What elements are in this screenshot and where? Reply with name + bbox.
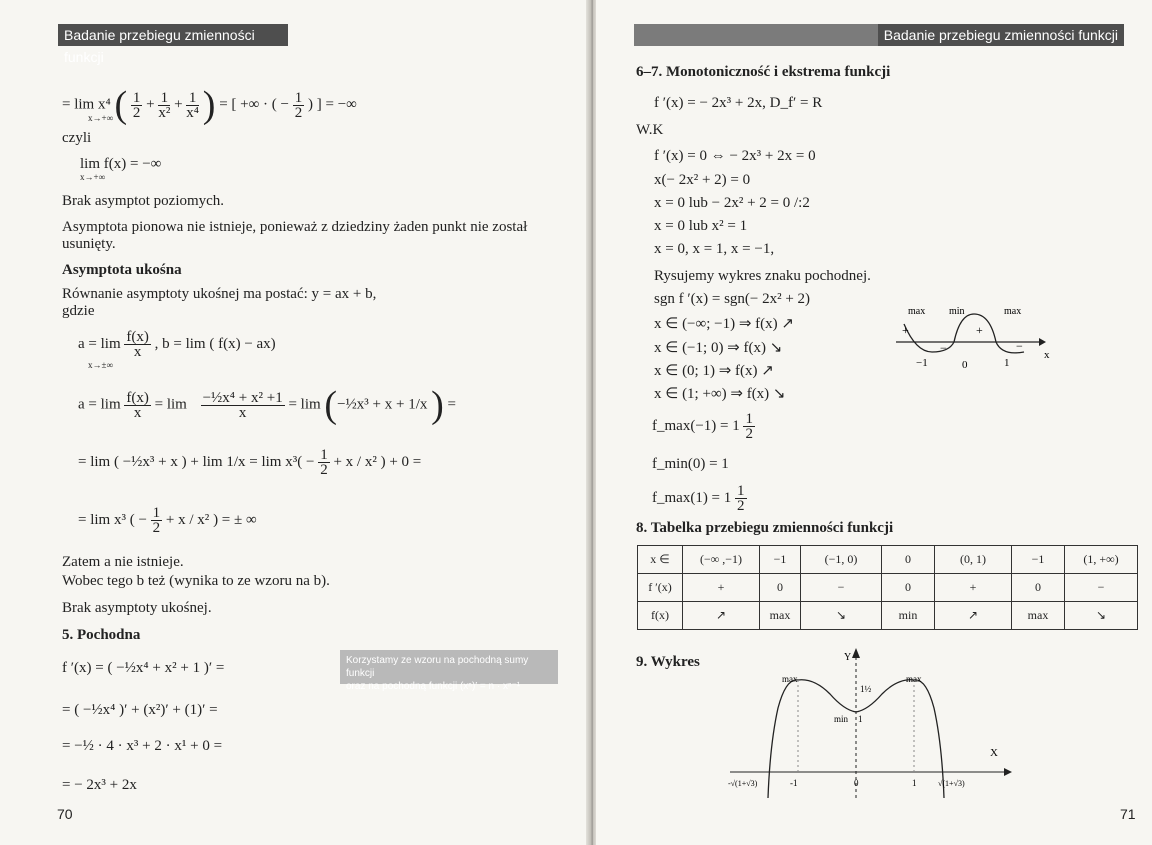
a2-den: x bbox=[133, 404, 142, 421]
cell: + bbox=[683, 574, 760, 602]
g-max2: max bbox=[906, 674, 922, 684]
l4-xx2: x / x² bbox=[178, 511, 210, 528]
line3d: + bbox=[333, 453, 342, 470]
limf: lim f(x) = −∞ bbox=[80, 156, 162, 172]
fmax2-n: 1 bbox=[737, 483, 745, 499]
czyli: czyli bbox=[62, 130, 92, 146]
right-page-number: 71 bbox=[1120, 806, 1136, 822]
sd-plus1: + bbox=[902, 323, 909, 337]
g-x1: 1 bbox=[912, 778, 917, 788]
fmax1-text: f_max(−1) = 1 bbox=[652, 417, 740, 434]
left-header-title: Badanie przebiegu zmienności funkcji bbox=[58, 24, 288, 46]
ukosna-heading: Asymptota ukośna bbox=[62, 262, 182, 278]
cell: 0 bbox=[1012, 574, 1065, 602]
variation-table bbox=[637, 545, 1138, 630]
sd-minus2: − bbox=[1016, 339, 1023, 353]
interval-2: x ∈ (−1; 0) ⇒ f(x) ↘ bbox=[654, 340, 783, 356]
sd-minus1: − bbox=[940, 341, 947, 355]
pionowa-1: Asymptota pionowa nie istnieje, ponieważ z dziedziny żaden punkt nie został bbox=[62, 219, 528, 235]
limit-expr: = lim x⁴ bbox=[62, 96, 111, 113]
l3-xx2: x / x² bbox=[345, 453, 377, 470]
a-num: f(x) bbox=[126, 329, 149, 345]
sd-plus2: + bbox=[976, 323, 983, 337]
cell: max bbox=[760, 602, 801, 630]
g-xl: -√(1+√3) bbox=[728, 779, 758, 788]
brak-ukosnej: Brak asymptoty ukośnej. bbox=[62, 600, 212, 616]
cell: ↘ bbox=[1065, 602, 1138, 630]
fmax1-n: 1 bbox=[745, 411, 753, 427]
sign-diagram bbox=[894, 304, 1054, 374]
table-row bbox=[638, 546, 1138, 574]
mono-heading: 6–7. Monotoniczność i ekstrema funkcji bbox=[636, 64, 891, 80]
rysujemy: Rysujemy wykres znaku pochodnej. bbox=[654, 268, 871, 284]
rownanie: Równanie asymptoty ukośnej ma postać: y = ax + b, bbox=[62, 286, 377, 302]
interval-3: x ∈ (0; 1) ⇒ f(x) ↗ bbox=[654, 363, 774, 379]
b-def: , b = lim ( f(x) − ax) bbox=[154, 335, 276, 352]
sd-max2: max bbox=[1004, 306, 1022, 317]
bracket-in: −½x³ + x + bbox=[337, 396, 405, 413]
sd-one: 1 bbox=[1004, 357, 1010, 369]
sgn-line: sgn f ′(x) = sgn(− 2x² + 2) bbox=[654, 291, 811, 307]
a-line2-lbl: a = lim bbox=[78, 396, 121, 413]
g-mid: 1½ bbox=[860, 684, 872, 694]
fp-def: f ′(x) = − 2x³ + 2x, D_f′ = R bbox=[654, 95, 823, 111]
fprime-4: = − 2x³ + 2x bbox=[62, 777, 137, 793]
wk-5: x = 0, x = 1, x = −1, bbox=[654, 241, 775, 257]
cell: 0 bbox=[882, 574, 935, 602]
l4-half-d: 2 bbox=[152, 520, 161, 536]
sd-max1: max bbox=[908, 306, 926, 317]
line3a: = lim ( −½x³ + x ) + lim bbox=[78, 453, 223, 470]
wk-label: W.K bbox=[636, 122, 664, 138]
g-xm1: -1 bbox=[790, 778, 798, 788]
table-row bbox=[638, 602, 1138, 630]
line3c: = lim x³( − bbox=[249, 453, 315, 470]
fmax1-d: 2 bbox=[745, 426, 753, 442]
a-def: a = lim bbox=[78, 335, 121, 352]
limit-line-1: = lim x⁴ ( $\frac{1}{2}$ + $\frac{1}{\text{x²}}$ + $\frac{1}{\text{x⁴}}$ ) = [ +∞ · ( − $\frac{1}{2}$ ) ] = −∞ bbox=[62, 84, 357, 126]
cell: + bbox=[935, 574, 1012, 602]
cell: −1 bbox=[1012, 546, 1065, 574]
gdzie: gdzie bbox=[62, 303, 95, 319]
g-one: 1 bbox=[858, 714, 863, 724]
cell: − bbox=[1065, 574, 1138, 602]
g-xr: √(1+√3) bbox=[938, 779, 965, 788]
cell: − bbox=[801, 574, 882, 602]
poly-num: −½x⁴ + x² +1 bbox=[202, 389, 283, 406]
fprime-2: = ( −½x⁴ )′ + (x²)′ + (1)′ = bbox=[62, 702, 218, 718]
l3-half-d: 2 bbox=[320, 462, 328, 478]
pionowa-2: usunięty. bbox=[62, 236, 116, 252]
limf-sub: x→+∞ bbox=[80, 172, 105, 182]
interval-1: x ∈ (−∞; −1) ⇒ f(x) ↗ bbox=[654, 316, 794, 332]
fmax-2 bbox=[652, 484, 747, 513]
zatem: Zatem a nie istnieje. bbox=[62, 554, 184, 570]
l3-half-n: 1 bbox=[320, 447, 328, 463]
line3b: 1/x bbox=[226, 453, 246, 470]
wk-1: f ′(x) = 0 ⇔ − 2x³ + 2x = 0 bbox=[654, 148, 816, 164]
fmax2-d: 2 bbox=[737, 498, 745, 514]
fprime-3: = −½ · 4 · x³ + 2 · x¹ + 0 = bbox=[62, 738, 223, 754]
g-x0: 0 bbox=[854, 778, 859, 788]
a2-eq2: = lim bbox=[288, 396, 321, 413]
sd-min: min bbox=[949, 306, 965, 317]
sd-x: x bbox=[1044, 349, 1050, 361]
cell: f ′(x) bbox=[638, 574, 683, 602]
cell: (1, +∞) bbox=[1065, 546, 1138, 574]
note-line-2: oraz na pochodną funkcji (xⁿ)′ = n · xⁿ⁻¹ bbox=[346, 681, 521, 692]
interval-4: x ∈ (1; +∞) ⇒ f(x) ↘ bbox=[654, 386, 786, 402]
wk-4: x = 0 lub x² = 1 bbox=[654, 218, 748, 234]
line3e: ) + 0 = bbox=[380, 453, 422, 470]
cell: (−1, 0) bbox=[801, 546, 882, 574]
cell: min bbox=[882, 602, 935, 630]
wykres-heading: 9. Wykres bbox=[636, 654, 700, 670]
g-min: min bbox=[834, 714, 849, 724]
brak-poziomych: Brak asymptot poziomych. bbox=[62, 193, 225, 209]
wobec: Wobec tego b też (wynika to ze wzoru na b). bbox=[62, 573, 330, 589]
right-page bbox=[596, 0, 1152, 845]
left-page-number: 70 bbox=[57, 806, 73, 822]
cell: (0, 1) bbox=[935, 546, 1012, 574]
cell: max bbox=[1012, 602, 1065, 630]
a2-eq: = lim bbox=[154, 396, 187, 413]
function-graph bbox=[726, 648, 1026, 804]
cell: ↗ bbox=[935, 602, 1012, 630]
sd-zero: 0 bbox=[962, 359, 968, 371]
fmax-1 bbox=[652, 412, 755, 441]
cell: (−∞ ,−1) bbox=[683, 546, 760, 574]
one-over-x: 1/x bbox=[408, 396, 428, 413]
sub-pm-1: x→±∞ bbox=[88, 360, 113, 370]
wk-3: x = 0 lub − 2x² + 2 = 0 /:2 bbox=[654, 195, 810, 211]
a-b-definitions bbox=[78, 330, 276, 359]
cell: −1 bbox=[760, 546, 801, 574]
a-den: x bbox=[133, 344, 142, 360]
poly-den: x bbox=[238, 404, 247, 421]
fprime-1: f ′(x) = ( −½x⁴ + x² + 1 )′ = bbox=[62, 660, 225, 676]
a-line-2: a = lim $\frac{f(x)}{x}$ = lim $\frac{\text{−½x⁴ + x² +1}}{x}$ = lim (−½x³ + x + 1/x ) = bbox=[78, 384, 457, 426]
line-3 bbox=[78, 448, 421, 477]
right-header-title: Badanie przebiegu zmienności funkcji bbox=[878, 24, 1124, 46]
line4: = lim x³ ( − bbox=[78, 511, 147, 528]
cell: 0 bbox=[760, 574, 801, 602]
fmax2-text: f_max(1) = 1 bbox=[652, 489, 732, 506]
cell: ↗ bbox=[683, 602, 760, 630]
wk-2: x(− 2x² + 2) = 0 bbox=[654, 172, 751, 188]
g-x: X bbox=[990, 747, 998, 759]
right-header-band bbox=[634, 24, 1124, 46]
pochodna-heading: 5. Pochodna bbox=[62, 627, 141, 643]
a2-num: f(x) bbox=[126, 389, 149, 406]
table-row bbox=[638, 574, 1138, 602]
line-4: = lim x³ ( − $\frac{1}{2}$ + x / x² ) = ± ∞ bbox=[78, 505, 257, 536]
cell: x ∈ bbox=[638, 546, 683, 574]
cell: 0 bbox=[882, 546, 935, 574]
l4-half-n: 1 bbox=[152, 505, 161, 521]
cell: ↘ bbox=[801, 602, 882, 630]
limit-sub: x→+∞ bbox=[88, 113, 113, 123]
note-line-1: Korzystamy ze wzoru na pochodną sumy funkcji bbox=[346, 655, 529, 679]
line4-end: ) = ± ∞ bbox=[213, 511, 257, 528]
g-max1: max bbox=[782, 674, 798, 684]
cell: f(x) bbox=[638, 602, 683, 630]
limit-mid: = [ +∞ · ( − bbox=[219, 96, 289, 113]
table-heading: 8. Tabelka przebiegu zmienności funkcji bbox=[636, 520, 894, 536]
formula-note bbox=[340, 650, 558, 692]
g-y: Y bbox=[844, 652, 852, 663]
limit-end: ) ] = −∞ bbox=[308, 96, 357, 113]
left-header-band bbox=[58, 24, 288, 65]
sd-m1: −1 bbox=[916, 357, 928, 369]
fmin: f_min(0) = 1 bbox=[652, 456, 729, 472]
